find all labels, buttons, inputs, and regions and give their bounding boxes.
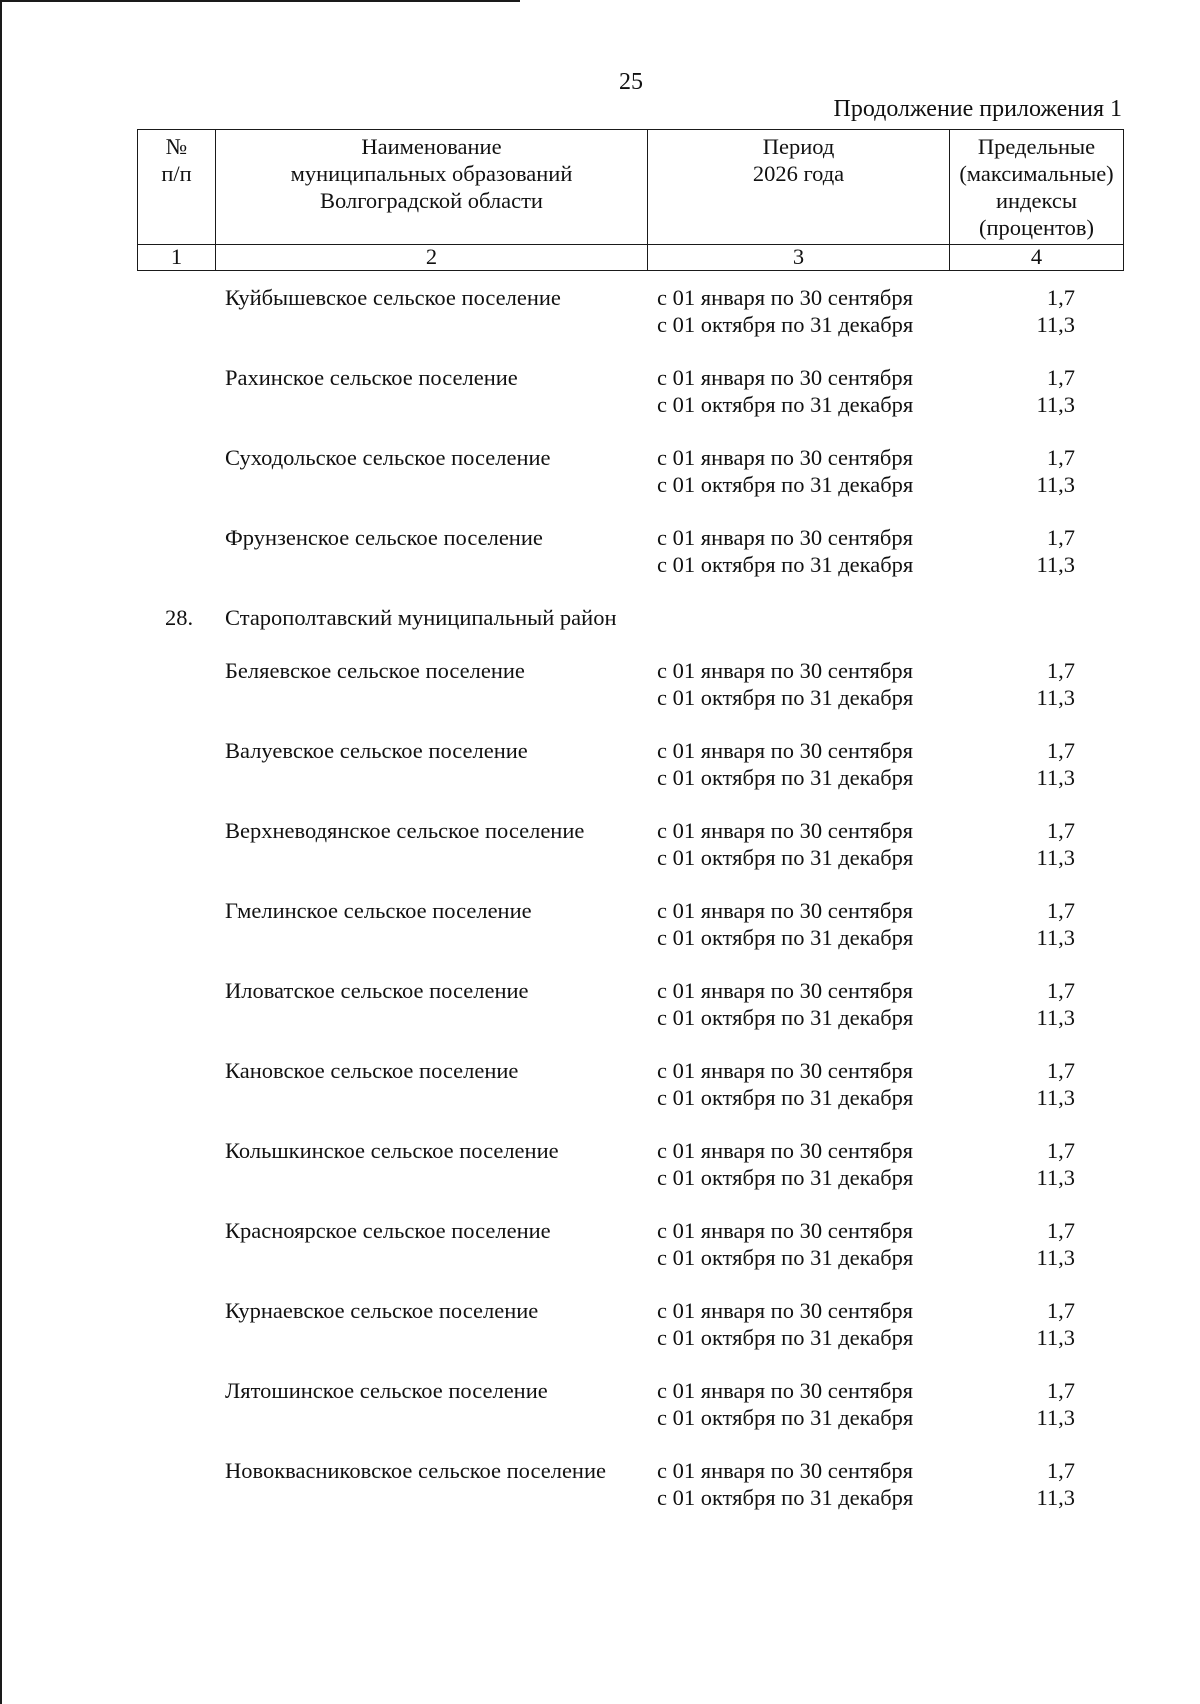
header-col2-line3: Волгоградской области: [320, 188, 543, 213]
index-first: 1,7: [1046, 1218, 1075, 1243]
index-second: 11,3: [1036, 1485, 1075, 1510]
settlement-name: Фрунзенское сельское поселение: [225, 525, 543, 550]
table-row: [0, 1137, 1200, 1193]
district-row: [0, 604, 1200, 634]
header-col2-line2: муниципальных образований: [290, 161, 573, 186]
settlement-name: Курнаевское сельское поселение: [225, 1298, 539, 1323]
period-first: с 01 января по 30 сентября: [657, 285, 913, 310]
index-second: 11,3: [1036, 765, 1075, 790]
index-first: 1,7: [1046, 365, 1075, 390]
district-name: Старополтавский муниципальный район: [225, 605, 617, 630]
table-row: [0, 1297, 1200, 1353]
index-second: 11,3: [1036, 925, 1075, 950]
column-number-4: 4: [950, 245, 1124, 271]
settlement-name: Кановское сельское поселение: [225, 1058, 519, 1083]
period-first: с 01 января по 30 сентября: [657, 898, 913, 923]
period-second: с 01 октября по 31 декабря: [657, 925, 914, 950]
index-second: 11,3: [1036, 1325, 1075, 1350]
index-second: 11,3: [1036, 1405, 1075, 1430]
index-first: 1,7: [1046, 525, 1075, 550]
period-second: с 01 октября по 31 декабря: [657, 392, 914, 417]
settlement-name: Красноярское сельское поселение: [225, 1218, 551, 1243]
index-first: 1,7: [1046, 285, 1075, 310]
header-col4-line1: Предельные: [977, 134, 1096, 159]
settlement-name: Новокваcниковское сельское поселение: [225, 1458, 607, 1483]
table-row: [0, 977, 1200, 1033]
period-first: с 01 января по 30 сентября: [657, 365, 913, 390]
period-first: с 01 января по 30 сентября: [657, 1218, 913, 1243]
table-row: [0, 737, 1200, 793]
period-first: с 01 января по 30 сентября: [657, 1378, 913, 1403]
table-row: [0, 897, 1200, 953]
period-second: с 01 октября по 31 декабря: [657, 1325, 914, 1350]
index-second: 11,3: [1036, 552, 1075, 577]
table-row: [0, 444, 1200, 500]
period-second: с 01 октября по 31 декабря: [657, 472, 914, 497]
period-second: с 01 октября по 31 декабря: [657, 1405, 914, 1430]
period-first: с 01 января по 30 сентября: [657, 1138, 913, 1163]
index-first: 1,7: [1046, 738, 1075, 763]
table-row: [0, 1377, 1200, 1433]
index-second: 11,3: [1036, 312, 1075, 337]
index-second: 11,3: [1036, 392, 1075, 417]
table-row: [0, 524, 1200, 580]
index-first: 1,7: [1046, 445, 1075, 470]
index-second: 11,3: [1036, 472, 1075, 497]
table-row: [0, 1457, 1200, 1513]
period-second: с 01 октября по 31 декабря: [657, 1245, 914, 1270]
table-row: [0, 1057, 1200, 1113]
index-second: 11,3: [1036, 1005, 1075, 1030]
table-row: [0, 364, 1200, 420]
header-col4-line3: индексы: [996, 188, 1077, 213]
settlement-name: Гмелинское сельское поселение: [225, 898, 532, 923]
settlement-name: Кольшкинское сельское поселение: [225, 1138, 559, 1163]
settlement-name: Куйбышевское сельское поселение: [225, 285, 561, 310]
period-second: с 01 октября по 31 декабря: [657, 1005, 914, 1030]
period-first: с 01 января по 30 сентября: [657, 525, 913, 550]
index-first: 1,7: [1046, 1138, 1075, 1163]
period-first: с 01 января по 30 сентября: [657, 818, 913, 843]
period-first: с 01 января по 30 сентября: [657, 1058, 913, 1083]
index-second: 11,3: [1036, 845, 1075, 870]
index-second: 11,3: [1036, 1165, 1075, 1190]
period-second: с 01 октября по 31 декабря: [657, 1165, 914, 1190]
table-row: [0, 1217, 1200, 1273]
period-first: с 01 января по 30 сентября: [657, 1458, 913, 1483]
column-number-2: 2: [216, 245, 648, 271]
table-row: [0, 657, 1200, 713]
settlement-name: Беляевское сельское поселение: [225, 658, 525, 683]
header-col3-line1: Период: [762, 134, 835, 159]
period-second: с 01 октября по 31 декабря: [657, 765, 914, 790]
index-first: 1,7: [1046, 1058, 1075, 1083]
column-number-1: 1: [138, 245, 216, 271]
index-second: 11,3: [1036, 1085, 1075, 1110]
settlement-name: Лятошинское сельское поселение: [225, 1378, 548, 1403]
header-col4-line4: (процентов): [978, 215, 1094, 240]
settlement-name: Валуевское сельское поселение: [225, 738, 528, 763]
table-row: [0, 284, 1200, 340]
index-second: 11,3: [1036, 1245, 1075, 1270]
index-first: 1,7: [1046, 898, 1075, 923]
index-first: 1,7: [1046, 978, 1075, 1003]
index-first: 1,7: [1046, 1378, 1075, 1403]
period-first: с 01 января по 30 сентября: [657, 1298, 913, 1323]
index-first: 1,7: [1046, 818, 1075, 843]
settlement-name: Верхневодянское сельское поселение: [225, 818, 585, 843]
header-col4-line2: (максимальные): [959, 161, 1114, 186]
period-first: с 01 января по 30 сентября: [657, 658, 913, 683]
period-first: с 01 января по 30 сентября: [657, 978, 913, 1003]
index-second: 11,3: [1036, 685, 1075, 710]
period-first: с 01 января по 30 сентября: [657, 445, 913, 470]
period-second: с 01 октября по 31 декабря: [657, 685, 914, 710]
settlement-name: Иловатское сельское поселение: [225, 978, 529, 1003]
period-second: с 01 октября по 31 декабря: [657, 845, 914, 870]
column-number-3: 3: [648, 245, 950, 271]
table-row: [0, 817, 1200, 873]
period-second: с 01 октября по 31 декабря: [657, 312, 914, 337]
period-second: с 01 октября по 31 декабря: [657, 1485, 914, 1510]
index-first: 1,7: [1046, 658, 1075, 683]
index-first: 1,7: [1046, 1458, 1075, 1483]
header-col2-line1: Наименование: [361, 134, 502, 159]
appendix-note: Продолжение приложения 1: [833, 96, 1122, 122]
header-col3-line2: 2026 года: [752, 161, 845, 186]
index-first: 1,7: [1046, 1298, 1075, 1323]
period-second: с 01 октября по 31 декабря: [657, 552, 914, 577]
header-col1-line2: п/п: [161, 161, 192, 186]
settlement-name: Рахинское сельское поселение: [225, 365, 518, 390]
settlement-name: Суходольское сельское поселение: [225, 445, 551, 470]
period-second: с 01 октября по 31 декабря: [657, 1085, 914, 1110]
page-number: 25: [619, 69, 643, 95]
period-first: с 01 января по 30 сентября: [657, 738, 913, 763]
header-col1-line1: №: [165, 134, 188, 159]
district-number: 28.: [165, 605, 194, 630]
